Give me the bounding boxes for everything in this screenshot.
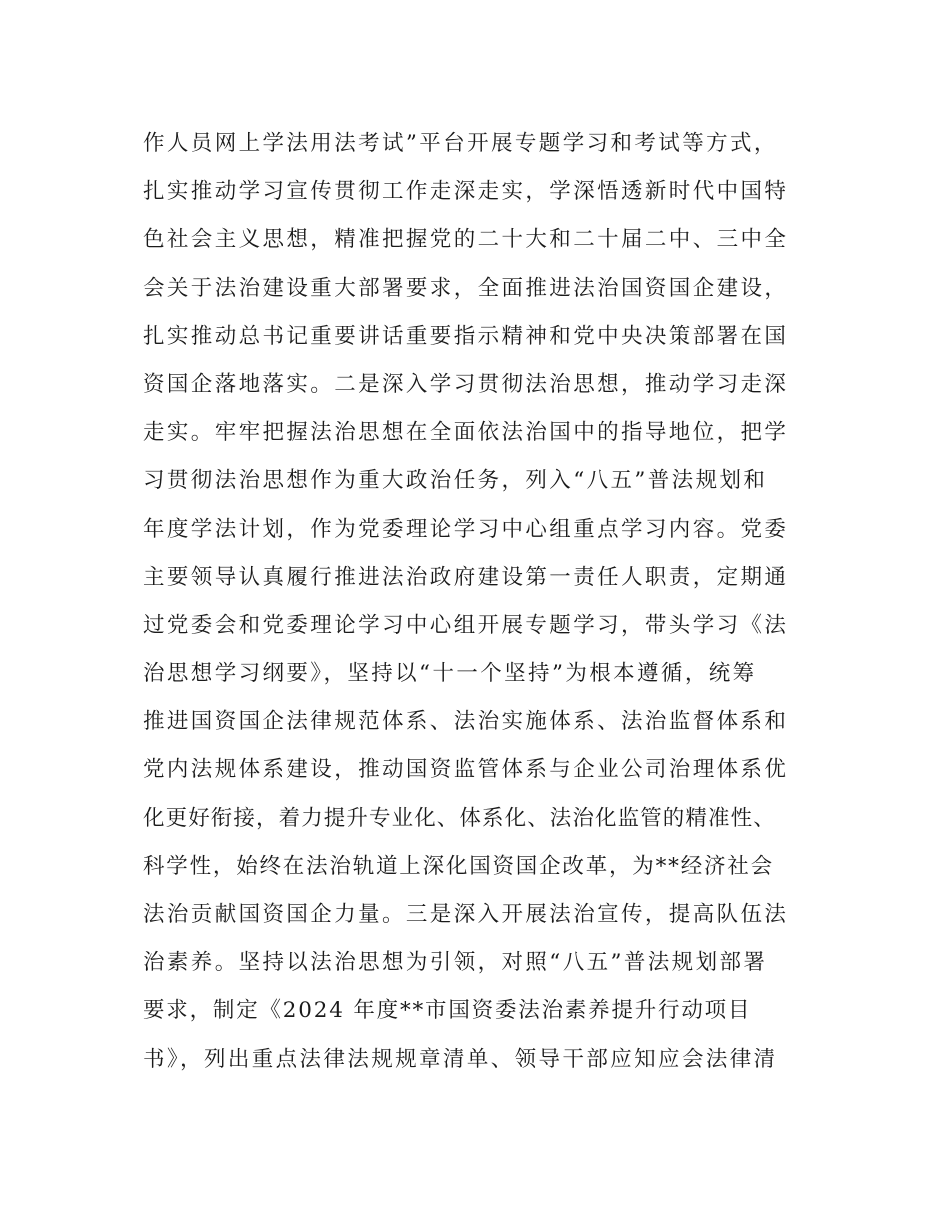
text-line: 扎实推动学习宣传贯彻工作走深走实，学深悟透新时代中国特 xyxy=(143,179,789,205)
text-line: 治素养。坚持以法治思想为引领，对照“八五”普法规划部署 xyxy=(143,950,768,976)
text-line: 过党委会和党委理论学习中心组开展专题学习，带头学习《法 xyxy=(143,612,789,638)
text-line: 治思想学习纲要》，坚持以“十一个坚持”为根本遵循，统筹 xyxy=(143,661,757,687)
text-line: 会关于法治建设重大部署要求，全面推进法治国资国企建设， xyxy=(143,275,789,301)
text-line: 化更好衔接，着力提升专业化、体系化、法治化监管的精准性、 xyxy=(143,805,776,831)
text-line: 推进国资国企法律规范体系、法治实施体系、法治监督体系和 xyxy=(143,709,789,735)
text-line: 资国企落地落实。二是深入学习贯彻法治思想，推动学习走深 xyxy=(143,371,789,397)
text-line: 科学性，始终在法治轨道上深化国资国企改革，为**经济社会 xyxy=(143,853,774,879)
text-line: 书》，列出重点法律法规规章清单、领导干部应知应会法律清 xyxy=(143,1046,778,1072)
text-line: 法治贡献国资国企力量。三是深入开展法治宣传，提高队伍法 xyxy=(143,902,789,927)
text-line: 作人员网上学法用法考试”平台开展专题学习和考试等方式， xyxy=(143,131,778,156)
text-line: 党内法规体系建设，推动国资监管体系与企业公司治理体系优 xyxy=(143,757,789,783)
text-line: 色社会主义思想，精准把握党的二十大和二十届二中、三中全 xyxy=(143,227,789,253)
text-line: 习贯彻法治思想作为重大政治任务，列入“八五”普法规划和 xyxy=(143,468,768,494)
text-line: 要求，制定《2024 年度**市国资委法治素养提升行动项目 xyxy=(143,998,752,1024)
text-line: 走实。牢牢把握法治思想在全面依法治国中的指导地位，把学 xyxy=(143,420,789,446)
text-line: 扎实推动总书记重要讲话重要指示精神和党中央决策部署在国 xyxy=(143,323,789,349)
text-line: 年度学法计划，作为党委理论学习中心组重点学习内容。党委 xyxy=(143,516,789,542)
body-text xyxy=(143,120,843,1084)
text-line: 主要领导认真履行推进法治政府建设第一责任人职责，定期通 xyxy=(143,564,789,590)
